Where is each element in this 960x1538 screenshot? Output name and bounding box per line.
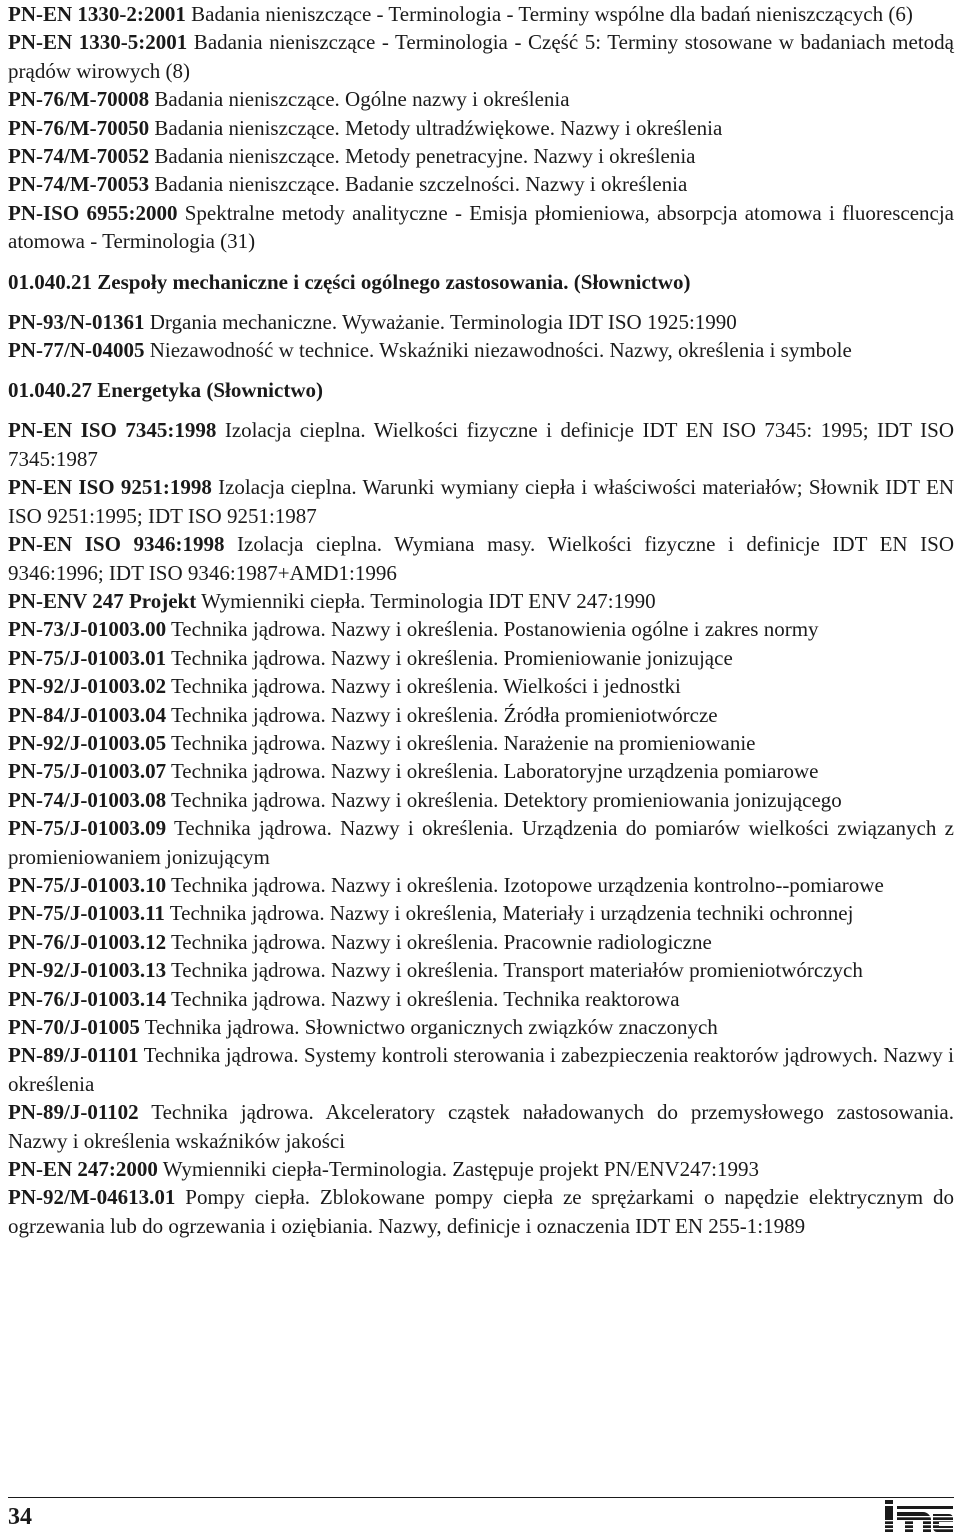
standard-entry bbox=[8, 928, 954, 956]
standard-title: Technika jądrowa. Akceleratory cząstek naładowanych do przemysłowego zastosowania. Nazwy i określenia wskaźników jakości bbox=[8, 1100, 954, 1153]
standard-entry bbox=[8, 757, 954, 785]
standard-code: PN-EN ISO 9346:1998 bbox=[8, 532, 225, 557]
standard-code: PN-EN 1330-5:2001 bbox=[8, 30, 188, 55]
standard-title: Technika jądrowa. Nazwy i określenia. Promieniowanie jonizujące bbox=[166, 645, 733, 670]
standard-code: PN-76/M-70050 bbox=[8, 115, 150, 140]
standard-title: Technika jądrowa. Nazwy i określenia. Pracownie radiologiczne bbox=[166, 929, 712, 954]
standard-code: PN-75/J-01003.10 bbox=[8, 872, 167, 897]
standard-code: PN-70/J-01005 bbox=[8, 1015, 140, 1039]
standard-code: PN-ISO 6955:2000 bbox=[8, 200, 178, 225]
standard-entry bbox=[8, 814, 954, 871]
standard-code: PN-76/M-70008 bbox=[8, 87, 150, 112]
standard-code: PN-76/J-01003.14 bbox=[8, 986, 167, 1011]
standard-entry bbox=[8, 28, 954, 85]
standard-entry bbox=[8, 336, 954, 364]
page-number: 34 bbox=[8, 1504, 32, 1530]
standard-entry bbox=[8, 644, 954, 672]
standard-title: Badania nieniszczące. Metody ultradźwiękowe. Nazwy i określenia bbox=[149, 115, 723, 140]
standard-code: PN-84/J-01003.04 bbox=[8, 702, 167, 727]
standard-title: Badania nieniszczące. Ogólne nazwy i określenia bbox=[149, 87, 570, 112]
standard-title: Technika jądrowa. Nazwy i określenia. Urządzenia do pomiarów wielkości związanych z promieniowaniem jonizującym bbox=[8, 816, 954, 869]
standard-title: Spektralne metody analityczne - Emisja płomieniowa, absorpcja atomowa i fluorescencja atomowa - Terminologia (31) bbox=[8, 200, 954, 254]
standard-entry bbox=[8, 786, 954, 814]
standard-title: Technika jądrowa. Nazwy i określenia. Postanowienia ogólne i zakres normy bbox=[166, 617, 819, 642]
standard-title: Technika jądrowa. Nazwy i określenia. Technika reaktorowa bbox=[166, 986, 680, 1011]
standard-title: Wymienniki ciepła. Terminologia IDT ENV 247:1990 bbox=[196, 588, 656, 613]
standard-code: PN-77/N-04005 bbox=[8, 338, 145, 363]
standard-title: Technika jądrowa. Nazwy i określenia. Narażenie na promieniowanie bbox=[166, 730, 756, 755]
standard-code: PN-75/J-01003.11 bbox=[8, 901, 165, 926]
standard-title: Badania nieniszczące - Terminologia - Terminy wspólne dla badań nieniszczących (6) bbox=[185, 2, 913, 26]
standard-entry bbox=[8, 587, 954, 615]
standard-code: PN-89/J-01102 bbox=[8, 1100, 139, 1125]
standard-entry bbox=[8, 871, 954, 899]
standard-code: PN-73/J-01003.00 bbox=[8, 617, 167, 642]
standard-entry bbox=[8, 114, 954, 142]
standard-title: Technika jądrowa. Nazwy i określenia, Materiały i urządzenia techniki ochronnej bbox=[164, 901, 854, 926]
standard-title: Technika jądrowa. Nazwy i określenia. Detektory promieniowania jonizującego bbox=[166, 787, 842, 812]
standard-title: Technika jądrowa. Nazwy i określenia. Laboratoryjne urządzenia pomiarowe bbox=[166, 759, 819, 784]
document-body bbox=[8, 0, 954, 1240]
standard-title: Badania nieniszczące. Badanie szczelności. Nazwy i określenia bbox=[149, 172, 688, 197]
standard-title: Badania nieniszczące - Terminologia - Część 5: Terminy stosowane w badaniach metodą prądów wirowych (8) bbox=[8, 30, 954, 83]
standard-entry bbox=[8, 701, 954, 729]
standard-title: Technika jądrowa. Nazwy i określenia. Izotopowe urządzenia kontrolno--pomiarowe bbox=[166, 872, 884, 897]
standard-code: PN-76/J-01003.12 bbox=[8, 929, 167, 954]
standard-code: PN-92/J-01003.02 bbox=[8, 674, 167, 699]
footer-divider bbox=[8, 1497, 954, 1498]
standard-entry bbox=[8, 85, 954, 113]
standard-title: Technika jądrowa. Nazwy i określenia. Wielkości i jednostki bbox=[166, 674, 681, 699]
section-heading: 01.040.21 Zespoły mechaniczne i części ogólnego zastosowania. (Słownictwo) bbox=[8, 269, 691, 294]
standard-title: Izolacja cieplna. Wymiana masy. Wielkości fizyczne i definicje IDT EN ISO 9346:1996; IDT ISO 9346:1987+AMD1:1996 bbox=[8, 532, 955, 585]
section-heading: 01.040.27 Energetyka (Słownictwo) bbox=[8, 378, 323, 403]
standard-title: Technika jądrowa. Nazwy i określenia. Transport materiałów promieniotwórczych bbox=[166, 958, 863, 983]
standard-entry bbox=[8, 1183, 954, 1240]
standard-entry bbox=[8, 416, 954, 473]
standard-code: PN-75/J-01003.01 bbox=[8, 645, 167, 670]
standard-entry bbox=[8, 729, 954, 757]
publisher-logo bbox=[883, 1500, 955, 1534]
standard-code: PN-EN 1330-2:2001 bbox=[8, 2, 186, 26]
standard-entry bbox=[8, 956, 954, 984]
standard-code: PN-89/J-01101 bbox=[8, 1043, 139, 1068]
standard-code: PN-EN 247:2000 bbox=[8, 1157, 158, 1182]
standard-code: PN-75/J-01003.07 bbox=[8, 759, 167, 784]
standard-title: Technika jądrowa. Słownictwo organicznych związków znaczonych bbox=[139, 1015, 718, 1039]
standard-title: Technika jądrowa. Nazwy i określenia. Źródła promieniotwórcze bbox=[166, 702, 718, 727]
standard-title: Drgania mechaniczne. Wyważanie. Terminologia IDT ISO 1925:1990 bbox=[144, 309, 737, 334]
standard-title: Pompy ciepła. Zblokowane pompy ciepła ze sprężarkami o napędzie elektrycznym do ogrzewania lub do ogrzewania i oziębiania. Nazwy, definicje i oznaczenia IDT EN 255-1:1989 bbox=[8, 1185, 954, 1238]
standard-code: PN-92/J-01003.05 bbox=[8, 730, 167, 755]
standard-code: PN-EN ISO 9251:1998 bbox=[8, 475, 212, 500]
standard-entry bbox=[8, 170, 954, 198]
standard-code: PN-74/J-01003.08 bbox=[8, 787, 167, 812]
standard-entry bbox=[8, 1155, 954, 1183]
standard-code: PN-ENV 247 Projekt bbox=[8, 588, 197, 613]
standard-title: Izolacja cieplna. Warunki wymiany ciepła i właściwości materiałów; Słownik IDT EN ISO 9251:1995; IDT ISO 9251:1987 bbox=[8, 475, 954, 528]
standard-entry bbox=[8, 0, 954, 28]
standard-entry bbox=[8, 473, 954, 530]
standard-code: PN-74/M-70052 bbox=[8, 144, 150, 169]
standard-entry bbox=[8, 199, 954, 256]
standard-code: PN-74/M-70053 bbox=[8, 172, 150, 197]
standard-title: Wymienniki ciepła-Terminologia. Zastępuje projekt PN/ENV247:1993 bbox=[157, 1157, 759, 1182]
standard-title: Technika jądrowa. Systemy kontroli sterowania i zabezpieczenia reaktorów jądrowych. Nazwy i określenia bbox=[8, 1043, 954, 1096]
standard-title: Badania nieniszczące. Metody penetracyjne. Nazwy i określenia bbox=[149, 144, 696, 169]
standard-title: Niezawodność w technice. Wskaźniki niezawodności. Nazwy, określenia i symbole bbox=[144, 338, 852, 363]
standard-title: Izolacja cieplna. Wielkości fizyczne i definicje IDT EN ISO 7345: 1995; IDT ISO 7345:1987 bbox=[8, 418, 955, 471]
standard-entry bbox=[8, 985, 954, 1013]
standard-code: PN-75/J-01003.09 bbox=[8, 816, 167, 841]
standard-code: PN-93/N-01361 bbox=[8, 309, 145, 334]
standard-code: PN-92/M-04613.01 bbox=[8, 1185, 176, 1210]
standard-entry bbox=[8, 672, 954, 700]
standard-entry bbox=[8, 615, 954, 643]
standard-entry bbox=[8, 308, 954, 336]
standard-entry bbox=[8, 142, 954, 170]
standard-entry bbox=[8, 1098, 954, 1155]
standard-code: PN-92/J-01003.13 bbox=[8, 958, 167, 983]
standard-code: PN-EN ISO 7345:1998 bbox=[8, 418, 217, 443]
standard-entry bbox=[8, 1013, 954, 1041]
standard-entry bbox=[8, 1041, 954, 1098]
standard-entry bbox=[8, 530, 954, 587]
standard-entry bbox=[8, 899, 954, 927]
